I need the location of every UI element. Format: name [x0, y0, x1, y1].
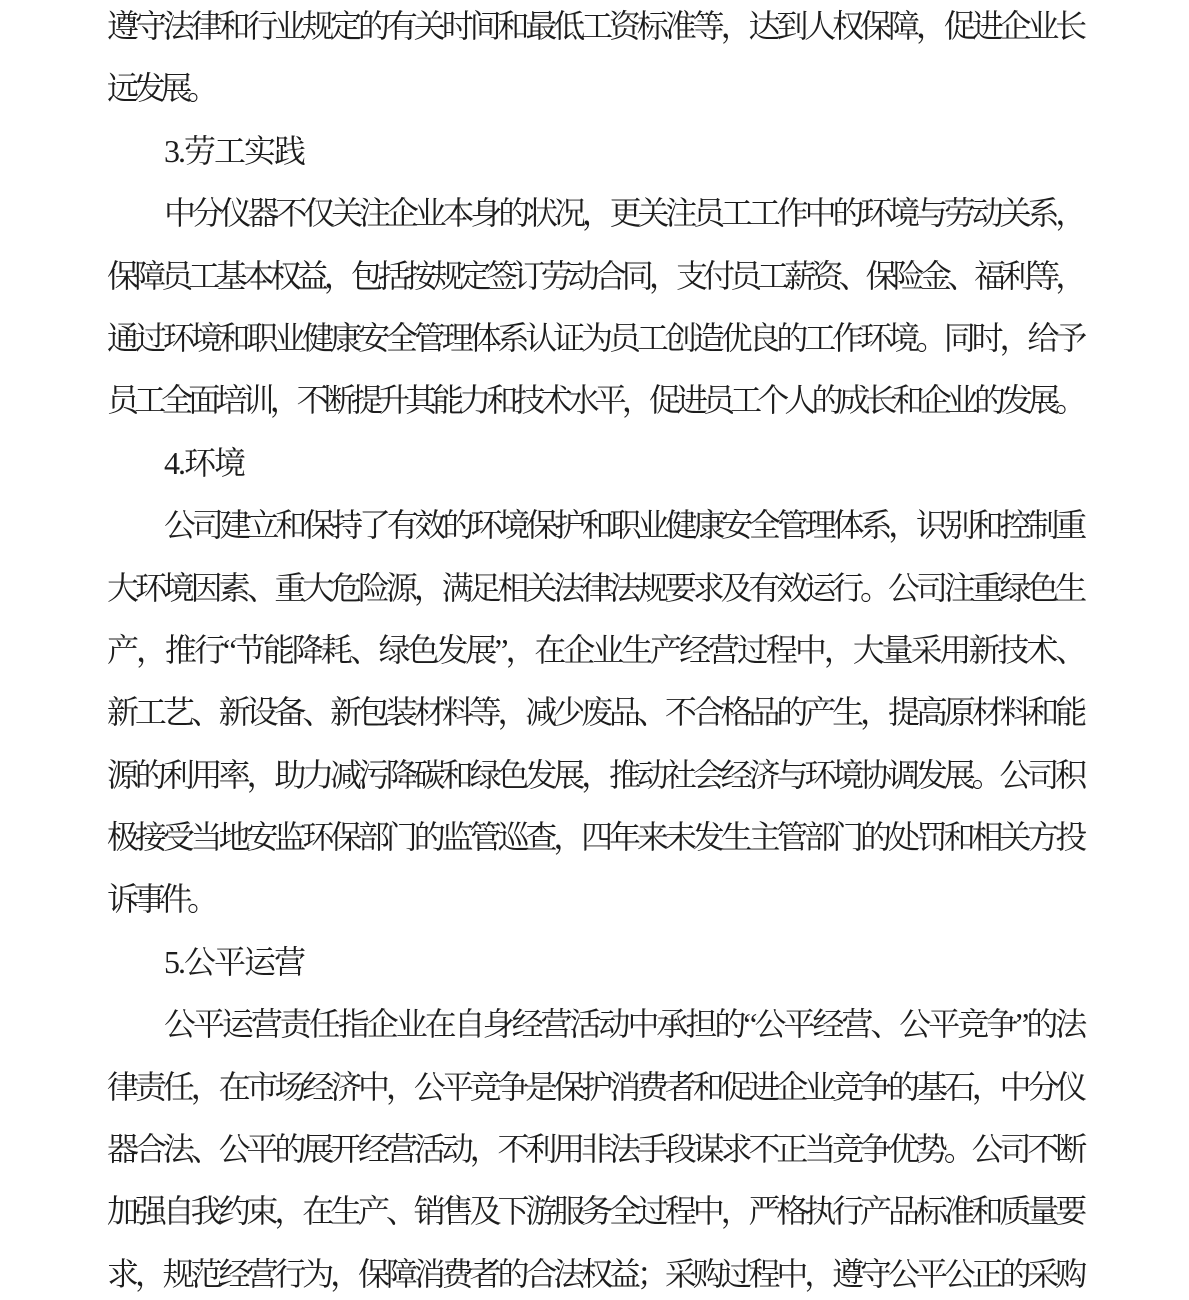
paragraph-line: 极接受当地安监环保部门的监管巡查，四年来未发生主管部门的处罚和相关方投 [107, 819, 1082, 856]
paragraph-line: 新工艺、新设备、新包装材料等，减少废品、不合格品的产生，提高原材料和能 [107, 694, 1082, 731]
paragraph-line: 远发展。 [107, 70, 214, 107]
paragraph-line: 产，推行“节能降耗、绿色发展”，在企业生产经营过程中，大量采用新技术、 [107, 631, 1082, 668]
paragraph-line: 公平运营责任指企业在自身经营活动中承担的“公平经营、公平竞争”的法 [164, 1006, 1082, 1043]
section-heading-labor-practices: 3.劳工实践 [164, 132, 305, 169]
paragraph-line: 大环境因素、重大危险源，满足相关法律法规要求及有效运行。公司注重绿色生 [107, 569, 1082, 606]
paragraph-line: 加强自我约束，在生产、销售及下游服务全过程中，严格执行产品标准和质量要 [107, 1193, 1082, 1230]
paragraph-line: 中分仪器不仅关注企业本身的状况，更关注员工工作中的环境与劳动关系， [164, 195, 1082, 232]
paragraph-line: 求，规范经营行为，保障消费者的合法权益；采购过程中，遵守公平公正的采购 [107, 1255, 1082, 1292]
paragraph-line: 员工全面培训，不断提升其能力和技术水平，促进员工个人的成长和企业的发展。 [107, 382, 1082, 419]
paragraph-line: 通过环境和职业健康安全管理体系认证为员工创造优良的工作环境。同时，给予 [107, 319, 1082, 356]
paragraph-line: 保障员工基本权益，包括按规定签订劳动合同，支付员工薪资、保险金、福利等， [107, 257, 1082, 294]
paragraph-line: 遵守法律和行业规定的有关时间和最低工资标准等，达到人权保障，促进企业长 [107, 8, 1082, 44]
section-heading-fair-operation: 5.公平运营 [164, 943, 305, 980]
document-text-block [107, 0, 1082, 1300]
paragraph-line: 诉事件。 [107, 881, 214, 918]
paragraph-line: 律责任，在市场经济中，公平竞争是保护消费者和促进企业竞争的基石，中分仪 [107, 1068, 1082, 1105]
section-heading-environment: 4.环境 [164, 444, 245, 481]
paragraph-line: 器合法、公平的展开经营活动，不利用非法手段谋求不正当竞争优势。公司不断 [107, 1131, 1082, 1168]
paragraph-line: 源的利用率，助力减污降碳和绿色发展，推动社会经济与环境协调发展。公司积 [107, 756, 1082, 793]
paragraph-line: 公司建立和保持了有效的环境保护和职业健康安全管理体系，识别和控制重 [164, 507, 1082, 544]
